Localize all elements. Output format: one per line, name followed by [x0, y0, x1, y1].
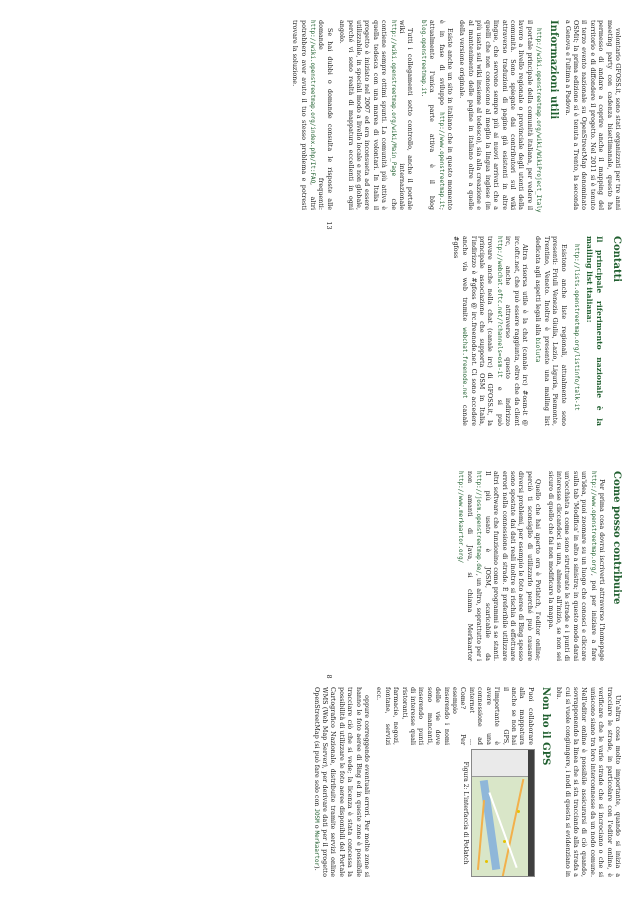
text: oppure correggendo eventuali errori. Per molte zone si hanno le foto aeree di Bing ed in queste zone è possibile tracciare ciò che si vede; la licenza è stata concessa la possibilità di utilizzare le foto aeree disponibili del Portale Cartografico Nazionale, distribuite tramite servizi online WMS (Web Map Server), per derivare dati per il progetto OpenStreetMap (si può fare solo con [312, 687, 372, 877]
paragraph [546, 471, 606, 661]
page-8 [312, 451, 638, 902]
software-name: Merkaartor [312, 830, 319, 867]
page-number: 8 [325, 674, 333, 679]
paragraph: volontario GFOSS.it, sono stati organizzati per tre anni meeting party con cadenza bisettimanale, questo ha permesso di andare a coprire anche il mapping del territorio e di diffondere il progetto. Nel 2011 si è tenuto il terzo evento nazionale su OpenStreetMap denominato OSMit; la prima edizione si è tenuta a Trento, la seconda a Genova e l'ultima a Padova. [563, 20, 622, 210]
link[interactable]: http://www.openstreetmap.it [437, 112, 444, 208]
section-heading-contribute: Come posso contribuire [611, 471, 622, 605]
paragraph [572, 236, 581, 426]
page-8-left-column [452, 471, 622, 661]
link[interactable]: webchat.freenode.net [461, 327, 468, 399]
link[interactable]: http://lists.openstreetmap.org/listinfo/talk-it [573, 244, 579, 411]
page-8-right-column [307, 687, 622, 877]
section-heading-gps: Non ho il GPS [539, 687, 551, 766]
text: il portale principale della comunità italiana, per vedere il lavoro a livello regionale o provinciale degli utenti della comunità. Sono spiegate dai contributori sul wiki attraverso traduzioni di pagine già esistenti in altre lingue, che servono sempre più ai nuovi arrivati che a quelli che non conoscono al meglio la lingua inglese (in più usata sul wiki insieme al tedesco), sia alla creazione e al mantenimento delle pagine in italiano oltre a quelle della versione originale. [458, 20, 534, 210]
link[interactable]: http://wiki.openstreetmap.org/wiki/WikiProject_Italy [535, 28, 542, 213]
text: Esistono anche liste regionali, attualmente sono presenti: Friuli Venezia Giulia, Lazio, Liguria, Piemonte, Trentino, Veneto. Inoltre è presente una mailing list dedicata agli aspetti legali alla [534, 236, 568, 426]
software-name: JOSM [312, 808, 319, 823]
link[interactable]: bioluta [534, 337, 541, 363]
page-13 [291, 0, 638, 451]
link[interactable]: http://www.openstreetmap.org/ [589, 471, 596, 574]
figure [375, 749, 535, 877]
page-13-right-column [447, 236, 622, 426]
text: Tutti i collegamenti sotto controllo, anche il portale wiki internazionale [398, 20, 415, 210]
text: Quello che hai aperto ora è Potlatch, l'editor online; perciò ti sconsiglio di utilizzarlo perché può causare diversi problemi, per esempio le foto aeree di Bing spesso sono spostate dai dati reali inoltre si rischia di effettuare errori nella connessione di strade. È preferibile utilizzare altri software che funzionino come programmi a se stanti. Il più usato è JOSM, scaricabile da [483, 471, 543, 661]
text: ). [312, 866, 321, 871]
subheading-mailing-list: Il principale riferimento nazionale è la mailing list italiana: [585, 236, 604, 426]
paragraph [451, 236, 529, 426]
link[interactable]: http://webchat.oftc.net/?channels=osm-it [495, 236, 502, 378]
page-number: 13 [325, 221, 333, 230]
text: Per prima cosa dovrai iscriverti attraverso l'homepage [598, 479, 606, 661]
paragraph [338, 20, 415, 210]
text: , un altro, soprattutto per i non amanti di Java, si chiama Merkaartor [465, 471, 484, 661]
poi-marker [485, 860, 488, 863]
text: , poi per iniziare a fare un'idea, puoi zoomare su un luogo che conosci e cliccare sulla tab 'Modifica' in alto a sinistra; in questo modo darai un'occhiata a come sono strutturate le strade e i punti di interesse cliccandoci su una, almeno all'inizio, se non sei sicuro di quello che fai non modificare la mappa. [546, 471, 598, 661]
paragraph [418, 20, 454, 210]
text: ; attualmente l'unica parte attiva è il blog [428, 20, 446, 210]
text: o [312, 824, 321, 829]
paragraph [311, 687, 371, 877]
road-shape [501, 779, 524, 877]
text: . [419, 94, 428, 97]
road-shape [477, 800, 485, 870]
editor-toolbar [528, 750, 534, 876]
potlatch-screenshot [471, 749, 535, 877]
link[interactable]: http://wiki.openstreetmap.org/wiki/Main_Page [389, 20, 396, 177]
figure-caption: Figura 2: L'interfaccia di Potlatch [461, 761, 469, 865]
paragraph [458, 20, 543, 213]
text: Altra risorsa utile è la chat (canale irc) #osm-it @ irc.oftc.net, che può essere raggiunta, oltre che da client irc, anche attraverso questo indirizzo [504, 236, 529, 426]
link[interactable]: blog.openstreetmap.it [419, 20, 426, 95]
poi-marker [503, 840, 506, 843]
text: e si può trovare anche nella chat (canale irc) di GFOSS.it, la principale associazione che supporta OSM in Italia, l'indirizzo è #gfoss @ irc.freenode.net. Ci sono accedere anche via web tramite [461, 236, 504, 426]
paragraph [456, 471, 542, 661]
poi-marker [517, 810, 520, 813]
text: Esiste anche un sito in italiano che in questo momento è in fase di sviluppo [437, 20, 455, 210]
text: canale #gfoss [451, 236, 470, 426]
link[interactable]: http://www.merkaartor.org/ [457, 471, 464, 564]
link[interactable]: http://josm.openstreetmap.de/ [475, 471, 482, 574]
text: Se hai dubbi o domande consulta le risposte alle domande frequenti: [317, 20, 334, 210]
page-13-left-column [287, 20, 622, 213]
section-heading-info: Informazioni utili [548, 20, 560, 120]
link[interactable]: http://wiki.openstreetmap.org/index.php/It:FAQ [309, 20, 315, 184]
text: che contiene sempre ottimi spunti. La comunità più attiva è quella tedesca con una marea di volontari. In Italia il progetto è iniziato nel 2007 ed era inconsueta ad essere utilizzabile, in speciali modo a livello locale e non globale, perché vi sono realtà di mappatura eccellenti in ogni angolo. [338, 20, 398, 210]
paragraph [533, 236, 568, 426]
figure-side-text: Puoi collaborare alla mappatura anche se non hai il GPS, l'importante è avere una connessione ad internet ... Come? Per esempio inserendo i nomi delle vie dove sono mancanti, inserendo punti di interesse quali ristoranti, farmacie, negozi, fontane, servizi ecc. [375, 687, 535, 745]
paragraph: Un'altra cosa molto importante, quando si inizia a tracciare le strade, in particolare con l'editor online, è verificare che le varie strade che si incrociano o che si uniscono siano tra loro interconnesse da un nodo comune. Nell'editor online è possibile assicurarsi di ciò quando, sovrapponendo la linea che si sta tracciando alla strada a cui si vuole congiungere, i nodi di questa si evidenziano in blu. [555, 687, 622, 877]
text: , altri potrebbero aver avuto il tuo stesso problema e potresti trovare la soluzione. [291, 20, 317, 210]
section-heading-contacts: Contatti [611, 236, 622, 283]
figure-block [375, 687, 535, 877]
editor-side-panel [472, 750, 528, 777]
